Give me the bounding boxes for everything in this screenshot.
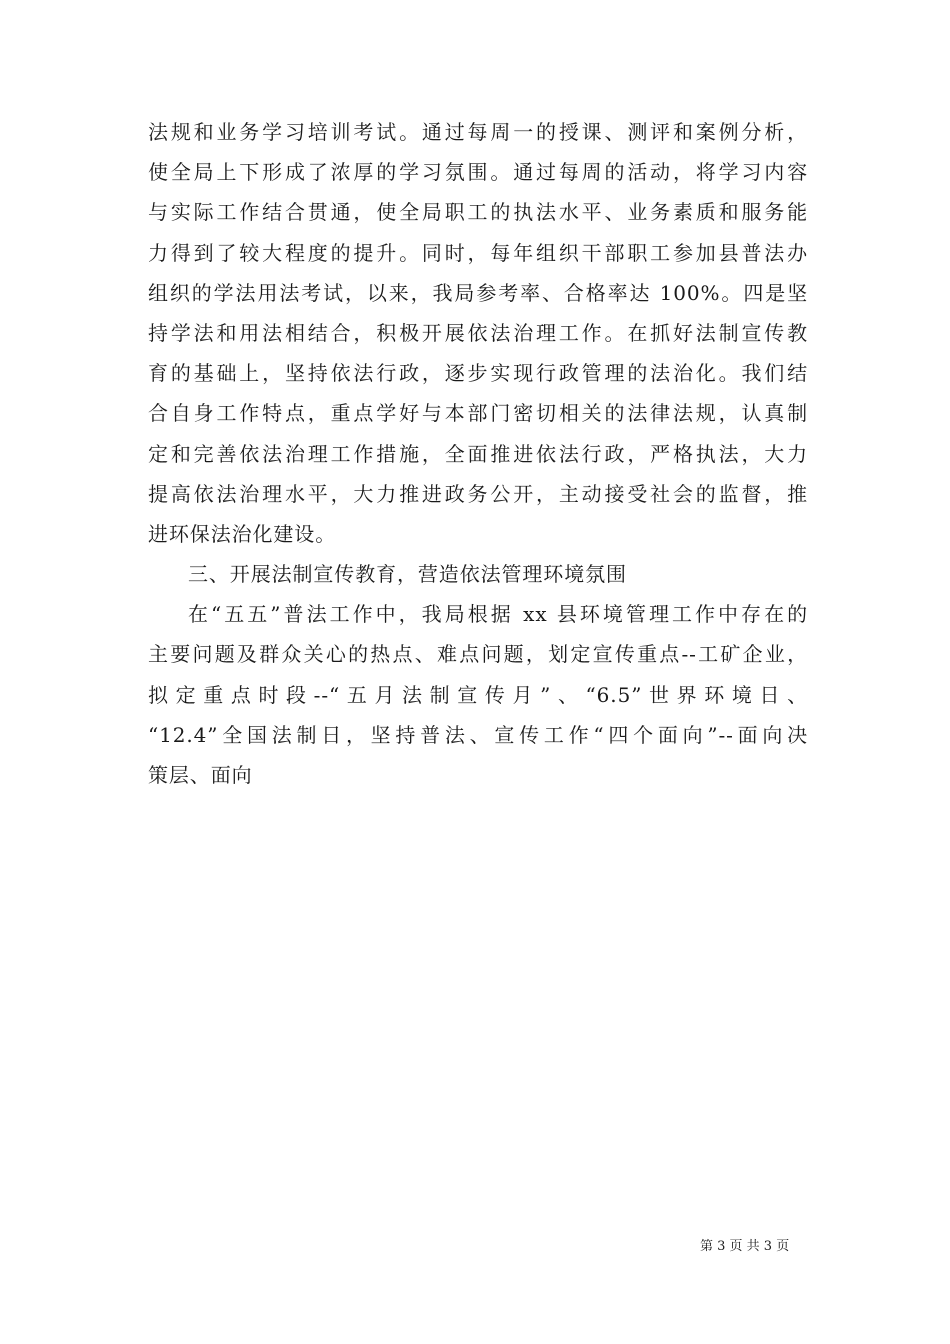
text-line: 提高依法治理水平，大力推进政务公开，主动接受社会的监督，推 [148,481,808,506]
text-line: 合自身工作特点，重点学好与本部门密切相关的法律法规，认真制 [148,401,808,426]
text-line: 力得到了较大程度的提升。同时，每年组织干部职工参加县普法办 [148,240,808,265]
text-line: 法规和业务学习培训考试。通过每周一的授课、测评和案例分析， [148,120,808,144]
text-line: “12.4”全国法制日，坚持普法、宣传工作“四个面向”--面向决 [148,722,808,747]
text-line: 定和完善依法治理工作措施，全面推进依法行政，严格执法，大力 [148,441,808,466]
text-line: 拟定重点时段--“五月法制宣传月”、“6.5”世界环境日、 [148,682,808,707]
text-line: 育的基础上，坚持依法行政，逐步实现行政管理的法治化。我们结 [148,361,808,386]
text-line: 与实际工作结合贯通，使全局职工的执法水平、业务素质和服务能 [148,200,808,225]
text-line: 组织的学法用法考试，以来，我局参考率、合格率达 100%。四是坚 [148,280,808,305]
page-number: 第 3 页 共 3 页 [700,1239,790,1254]
text-line: 持学法和用法相结合，积极开展依法治理工作。在抓好法制宣传教 [148,320,808,345]
text-line: 使全局上下形成了浓厚的学习氛围。通过每周的活动，将学习内容 [148,160,808,185]
section-heading: 三、开展法制宣传教育，营造依法管理环境氛围 [188,562,627,587]
text-line: 进环保法治化建设。 [148,521,337,546]
body-text [148,112,808,795]
text-line: 主要问题及群众关心的热点、难点问题，划定宣传重点--工矿企业， [148,642,808,667]
text-line: 策层、面向 [148,763,253,787]
text-line: 在“五五”普法工作中，我局根据 xx 县环境管理工作中存在的 [188,602,808,627]
